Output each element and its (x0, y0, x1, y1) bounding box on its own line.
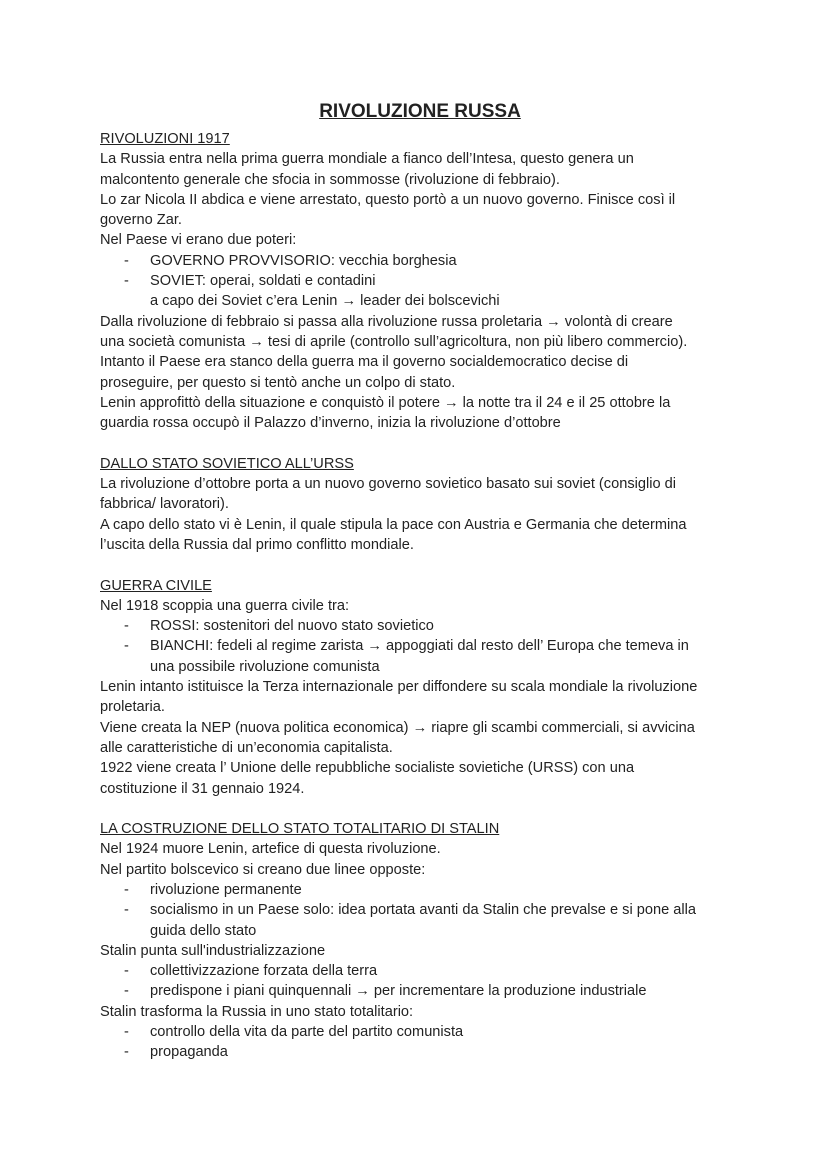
body-line: Dalla rivoluzione di febbraio si passa alla rivoluzione russa proletaria → volontà di creare (100, 313, 673, 330)
body-line: 1922 viene creata l’ Unione delle repubbliche socialiste sovietiche (URSS) con una (100, 760, 635, 777)
bullet-item (100, 271, 740, 291)
bullet-text: propaganda (150, 1044, 228, 1061)
body-line: Nel Paese vi erano due poteri: (100, 232, 297, 249)
bullet-item (100, 616, 740, 636)
body-line: Stalin trasforma la Russia in uno stato totalitario: (100, 1003, 414, 1020)
section (100, 129, 740, 433)
body-line: Lenin intanto istituisce la Terza internazionale per diffondere su scala mondiale la rivoluzione (100, 679, 698, 696)
bullet-dash: - (124, 881, 129, 898)
bullet-text: collettivizzazione forzata della terra (150, 963, 378, 980)
bullet-item (100, 1022, 740, 1042)
body-line: Nel 1924 muore Lenin, artefice di questa rivoluzione. (100, 841, 441, 858)
body-line: La Russia entra nella prima guerra mondiale a fianco dell’Intesa, questo genera un (100, 151, 634, 168)
bullet-text: GOVERNO PROVVISORIO: vecchia borghesia (150, 252, 457, 269)
bullet-text: ROSSI: sostenitori del nuovo stato sovietico (150, 618, 434, 635)
bullet-text: socialismo in un Paese solo: idea portata avanti da Stalin che prevalse e si pone alla (150, 902, 696, 919)
body-line: costituzione il 31 gennaio 1924. (100, 780, 305, 797)
body-line: Nel 1918 scoppia una guerra civile tra: (100, 597, 350, 614)
bullet-item (100, 251, 740, 271)
section-heading: GUERRA CIVILE (100, 577, 212, 594)
section-gap (100, 555, 740, 575)
section-heading: LA COSTRUZIONE DELLO STATO TOTALITARIO DI STALIN (100, 821, 500, 838)
bullet-dash: - (124, 1024, 129, 1041)
body-line: Lenin approfittò della situazione e conquistò il potere → la notte tra il 24 e il 25 ottobre la (100, 394, 671, 411)
body-line: governo Zar. (100, 212, 182, 229)
bullet-dash: - (124, 1044, 129, 1061)
body-line: malcontento generale che sfocia in sommosse (rivoluzione di febbraio). (100, 171, 560, 188)
bullet-continuation: guida dello stato (150, 922, 257, 939)
bullet-dash: - (124, 963, 129, 980)
section (100, 576, 740, 799)
body-line: una società comunista → tesi di aprile (controllo sull’agricoltura, non più libero commercio). (100, 333, 688, 350)
bullet-dash: - (124, 618, 129, 635)
section-gap (100, 433, 740, 453)
section (100, 819, 740, 1063)
body-line: Lo zar Nicola II abdica e viene arrestato, questo portò a un nuovo governo. Finisce così il (100, 191, 676, 208)
bullet-text: SOVIET: operai, soldati e contadini (150, 273, 376, 290)
body-line: Stalin punta sull'industrializzazione (100, 942, 326, 959)
section-heading: DALLO STATO SOVIETICO ALL’URSS (100, 455, 354, 472)
bullet-item (100, 880, 740, 900)
bullet-item (100, 900, 740, 920)
body-line: Intanto il Paese era stanco della guerra ma il governo socialdemocratico decise di (100, 354, 629, 371)
body-line: A capo dello stato vi è Lenin, il quale stipula la pace con Austria e Germania che determina (100, 516, 687, 533)
bullet-dash: - (124, 638, 129, 655)
document-title: RIVOLUZIONE RUSSA (319, 101, 521, 122)
body-line: Nel partito bolscevico si creano due linee opposte: (100, 861, 426, 878)
bullet-dash: - (124, 273, 129, 290)
bullet-text: controllo della vita da parte del partito comunista (150, 1024, 464, 1041)
body-line: proletaria. (100, 699, 165, 716)
section-gap (100, 799, 740, 819)
body-line: guardia rossa occupò il Palazzo d’inverno, inizia la rivoluzione d’ottobre (100, 415, 561, 432)
bullet-item (100, 1042, 740, 1062)
bullet-item (100, 636, 740, 656)
section (100, 454, 740, 555)
bullet-text: rivoluzione permanente (150, 881, 302, 898)
bullet-item (100, 981, 740, 1001)
document-page (100, 100, 740, 1063)
document-body (100, 129, 740, 1063)
body-line: proseguire, per questo si tentò anche un colpo di stato. (100, 374, 456, 391)
body-line: l’uscita della Russia dal primo conflitto mondiale. (100, 536, 414, 553)
bullet-continuation: a capo dei Soviet c’era Lenin → leader dei bolscevichi (150, 293, 500, 310)
bullet-dash: - (124, 983, 129, 1000)
body-line: La rivoluzione d’ottobre porta a un nuovo governo sovietico basato sui soviet (consiglio di (100, 476, 676, 493)
bullet-dash: - (124, 902, 129, 919)
bullet-dash: - (124, 252, 129, 269)
bullet-text: predispone i piani quinquennali → per incrementare la produzione industriale (150, 983, 647, 1000)
bullet-text: BIANCHI: fedeli al regime zarista → appoggiati dal resto dell’ Europa che temeva in (150, 638, 689, 655)
body-line: alle caratteristiche di un’economia capitalista. (100, 739, 393, 756)
body-line: fabbrica/ lavoratori). (100, 496, 229, 513)
bullet-item (100, 961, 740, 981)
section-heading: RIVOLUZIONI 1917 (100, 131, 230, 147)
bullet-continuation: una possibile rivoluzione comunista (150, 658, 380, 675)
body-line: Viene creata la NEP (nuova politica economica) → riapre gli scambi commerciali, si avvicina (100, 719, 695, 736)
